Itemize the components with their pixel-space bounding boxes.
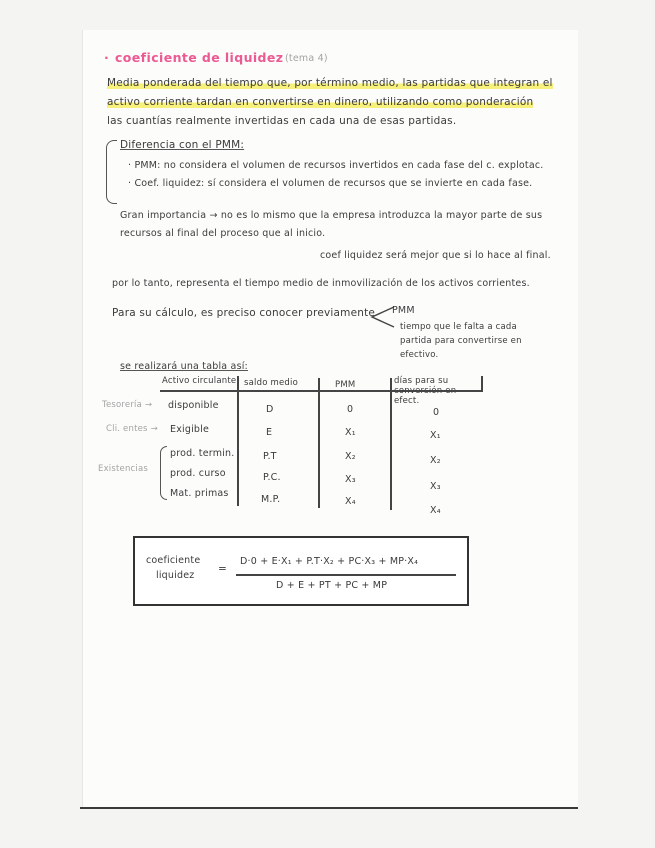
- formula-fraction-bar: [236, 574, 456, 576]
- table-header-activo: Activo circulante: [162, 376, 237, 386]
- difference-item-coef: · Coef. liquidez: sí considera el volumen de recursos que se invierte en cada fase.: [128, 178, 533, 189]
- calculation-branch-2-line-2: partida para convertirse en: [400, 336, 522, 346]
- table-row-label: Mat. primas: [170, 488, 229, 499]
- page-bottom-edge: [80, 807, 578, 809]
- table-header-pmm: PMM: [335, 380, 356, 390]
- table-col-rule-2: [318, 378, 320, 508]
- calculation-branch-2-line-1: tiempo que le falta a cada: [400, 322, 517, 332]
- table-col-rule-3: [390, 378, 392, 510]
- table-row-dias: X₁: [430, 430, 441, 441]
- formula-label-1: coeficiente: [146, 555, 201, 566]
- importance-line-2: recursos al final del proceso que al inicio.: [120, 228, 326, 239]
- table-row-dias: X₂: [430, 455, 441, 466]
- calculation-branch-2-line-3: efectivo.: [400, 350, 439, 360]
- represents-line: por lo tanto, representa el tiempo medio de inmovilización de los activos corrientes.: [112, 278, 530, 289]
- table-row-pmm: X₃: [345, 474, 356, 485]
- table-row-label: Exigible: [170, 424, 210, 435]
- existencias-brace: [160, 446, 167, 500]
- table-row-side: Cli. entes →: [106, 424, 158, 434]
- definition-line-1: Media ponderada del tiempo que, por término medio, las partidas que integran el: [107, 77, 553, 89]
- table-intro: se realizará una tabla así:: [120, 361, 248, 372]
- table-row-label: disponible: [168, 400, 219, 411]
- difference-heading: Diferencia con el PMM:: [120, 139, 245, 151]
- table-row-side: Tesorería →: [102, 400, 153, 410]
- formula-denominator: D + E + PT + PC + MP: [276, 580, 388, 591]
- table-row-label: prod. curso: [170, 468, 226, 479]
- table-row-label: prod. termin.: [170, 448, 235, 459]
- table-row-pmm: X₁: [345, 427, 356, 438]
- table-col-rule-1: [237, 376, 239, 506]
- importance-line-3: coef liquidez será mejor que si lo hace al final.: [320, 250, 551, 261]
- table-row-saldo: P.T: [263, 451, 277, 462]
- formula-label-2: liquidez: [156, 570, 195, 581]
- formula-equals: =: [218, 563, 227, 575]
- table-row-side: Existencias: [98, 464, 149, 474]
- title-bullet: ·: [104, 50, 110, 65]
- table-row-dias: X₃: [430, 481, 441, 492]
- table-row-saldo: M.P.: [261, 494, 281, 505]
- definition-line-3: las cuantías realmente invertidas en cada una de esas partidas.: [107, 115, 457, 127]
- calculation-branch-pmm: PMM: [392, 305, 415, 316]
- table-col-rule-4: [481, 376, 483, 392]
- table-header-saldo: saldo medio: [244, 378, 298, 388]
- table-row-saldo: E: [266, 427, 273, 438]
- formula-numerator: D·0 + E·X₁ + P.T·X₂ + PC·X₃ + MP·X₄: [240, 556, 419, 567]
- title-tag: (tema 4): [285, 53, 328, 64]
- table-row-saldo: P.C.: [263, 472, 281, 483]
- title-heading: coeficiente de liquidez: [115, 50, 284, 65]
- difference-item-pmm: · PMM: no considera el volumen de recursos invertidos en cada fase del c. explotac.: [128, 160, 544, 171]
- difference-brace: [106, 140, 117, 204]
- table-row-dias: X₄: [430, 505, 441, 516]
- table-row-pmm: X₂: [345, 451, 356, 462]
- table-row-saldo: D: [266, 404, 274, 415]
- table-row-pmm: 0: [347, 404, 354, 415]
- definition-line-2: activo corriente tardan en convertirse en dinero, utilizando como ponderación: [107, 96, 534, 108]
- table-header-rule: [160, 390, 482, 392]
- table-header-dias: días para su efect.: [394, 376, 449, 406]
- table-row-dias: 0: [433, 407, 440, 418]
- table-row-pmm: X₄: [345, 496, 356, 507]
- importance-line-1: Gran importancia → no es lo mismo que la empresa introduzca la mayor parte de sus: [120, 210, 543, 221]
- calculation-text: Para su cálculo, es preciso conocer previamente: [112, 307, 376, 319]
